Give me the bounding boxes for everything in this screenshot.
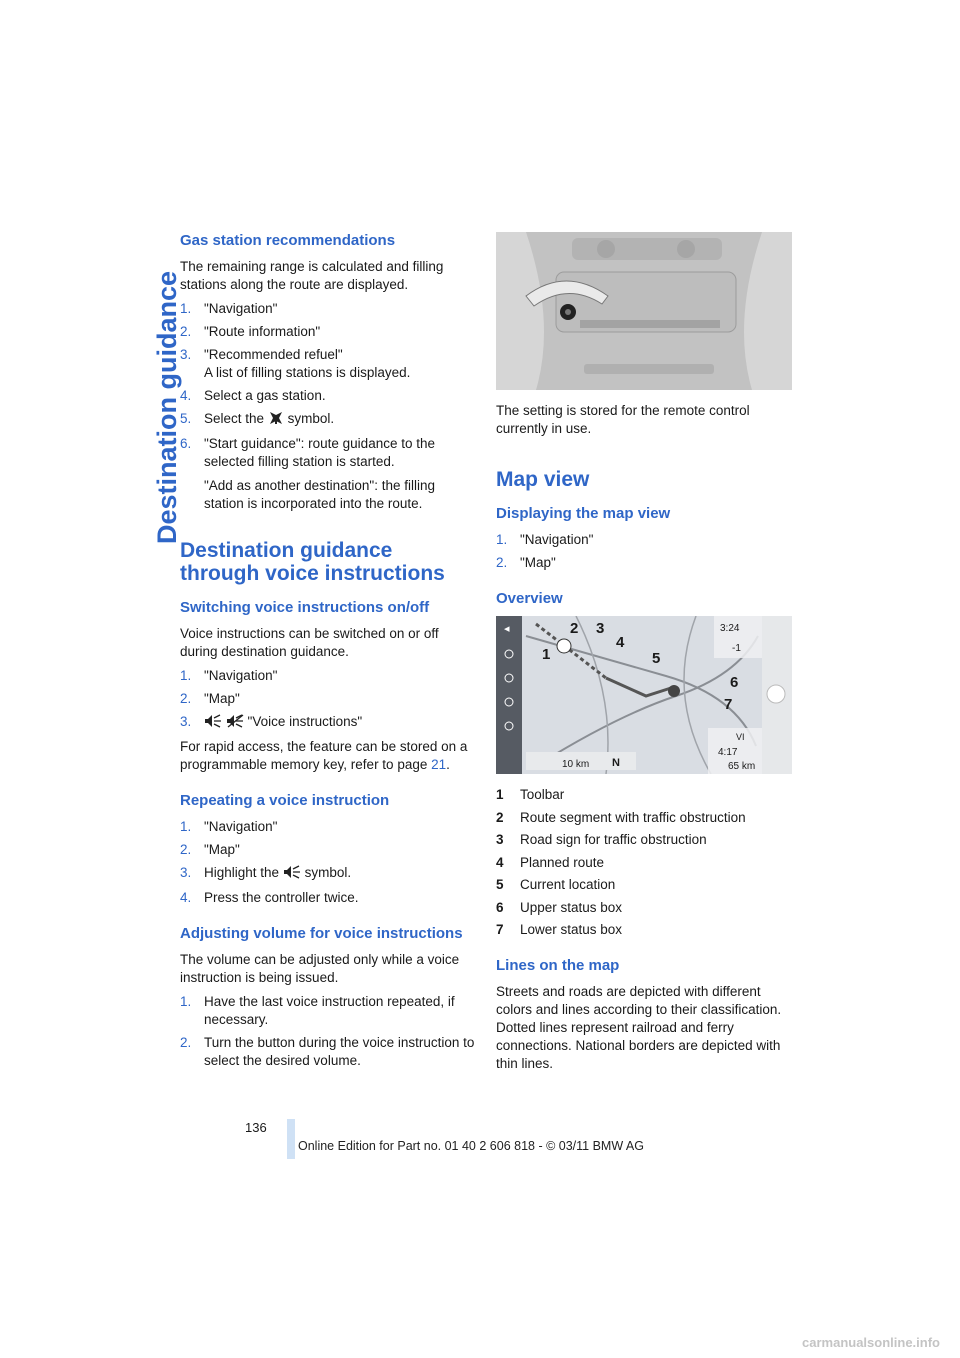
list-item: 3. "Voice instructions" (180, 713, 475, 733)
speaker-icon (283, 865, 301, 884)
map-traffic: -1 (732, 643, 741, 654)
legend-item: 3 Road sign for traffic obstruction (496, 832, 707, 847)
legend-item: 2 Route segment with traffic obstruction (496, 809, 746, 825)
overview-heading: Overview (496, 590, 563, 607)
guidance-flag-icon (268, 411, 284, 430)
list-item: 3. Highlight the symbol. (180, 864, 475, 884)
callout-1: 1 (542, 646, 551, 663)
list-item: 1. "Navigation" (180, 819, 278, 834)
lines-text: Streets and roads are depicted with different colors and lines according to their classification. Dotted lines represent railroad and ferry connections. National borders are depicted with thin lines. (496, 984, 782, 1071)
list-item: 4. Press the controller twice. (180, 890, 359, 905)
footer-edition: Online Edition for Part no. 01 40 2 606 818 - © 03/11 BMW AG (298, 1139, 644, 1153)
gas-steps (180, 300, 475, 513)
switch-heading: Switching voice instructions on/off (180, 599, 430, 616)
display-heading: Displaying the map view (496, 505, 671, 522)
left-column (180, 232, 475, 1075)
speaker-off-icon (226, 714, 244, 733)
map-scale: 10 km (562, 759, 590, 770)
volume-heading: Adjusting volume for voice instructions (180, 925, 463, 942)
volume-intro: The volume can be adjusted only while a voice instruction is being issued. (180, 952, 460, 985)
list-item: 1. "Navigation" (180, 668, 278, 683)
svg-text:◂: ◂ (504, 623, 510, 635)
callout-5: 5 (652, 650, 661, 667)
list-item: 5. Select the symbol. (180, 410, 475, 430)
overview-legend (496, 786, 791, 939)
list-item: 1. "Navigation" (180, 301, 278, 316)
list-item: 2. Turn the button during the voice instruction to select the desired volume. (180, 1035, 475, 1068)
list-item: 1. Have the last voice instruction repeated, if necessary. (180, 994, 455, 1027)
callout-7: 7 (724, 696, 733, 713)
map-view-heading: Map view (496, 468, 590, 491)
list-item: 3. "Recommended refuel" A list of filling stations is displayed. (180, 347, 411, 380)
map-distance: 65 km (728, 761, 756, 772)
list-item: 2. "Route information" (180, 324, 321, 339)
gas-intro: The remaining range is calculated and filling stations along the route are displayed. (180, 259, 444, 292)
list-item: 6. "Start guidance": route guidance to the selected filling station is started. "Add as another destination": the filling station is incorporated into the route. (180, 436, 435, 511)
gas-heading: Gas station recommendations (180, 232, 396, 249)
lines-heading: Lines on the map (496, 957, 620, 974)
repeat-steps (180, 818, 475, 907)
switch-steps (180, 667, 475, 733)
switch-note: For rapid access, the feature can be stored on a programmable memory key, refer to page 21. (180, 739, 468, 772)
map-time-top: 3:24 (720, 623, 740, 634)
list-item: 4. Select a gas station. (180, 388, 326, 403)
map-road: VI (736, 732, 745, 742)
legend-item: 6 Upper status box (496, 899, 623, 915)
footer-bar (287, 1119, 295, 1159)
list-item: 2. "Map" (496, 555, 556, 570)
legend-item: 1 Toolbar (496, 787, 565, 802)
repeat-heading: Repeating a voice instruction (180, 792, 390, 809)
side-title (116, 232, 182, 552)
switch-intro: Voice instructions can be switched on or off during destination guidance. (180, 626, 439, 659)
list-item: 1. "Navigation" (496, 532, 594, 547)
navigation-map (496, 616, 792, 774)
map-arrival: 4:17 (718, 747, 738, 758)
right-column (496, 232, 791, 1079)
watermark: carmanualsonline.info (802, 1335, 940, 1350)
callout-4: 4 (616, 634, 625, 651)
list-item: 2. "Map" (180, 842, 240, 857)
map-compass: N (612, 757, 620, 769)
speaker-icon (204, 714, 222, 733)
photo-caption: The setting is stored for the remote control currently in use. (496, 403, 750, 436)
callout-2: 2 (570, 620, 579, 637)
page-number: 136 (245, 1120, 267, 1135)
controller-photo (496, 232, 792, 390)
voice-heading: Destination guidance through voice instructions (180, 539, 445, 585)
volume-steps (180, 993, 475, 1070)
page-link[interactable]: 21 (431, 757, 447, 772)
section-title: Destination guidance (152, 270, 182, 544)
display-steps (496, 531, 791, 572)
callout-3: 3 (596, 620, 605, 637)
list-item: 2. "Map" (180, 691, 240, 706)
legend-item: 4 Planned route (496, 854, 605, 870)
legend-item: 7 Lower status box (496, 922, 623, 937)
legend-item: 5 Current location (496, 877, 616, 892)
callout-6: 6 (730, 674, 739, 691)
